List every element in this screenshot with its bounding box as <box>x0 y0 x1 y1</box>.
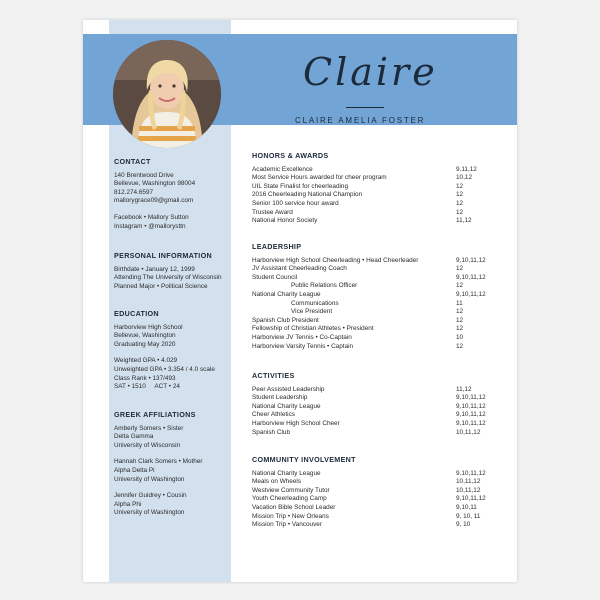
activities-section <box>252 372 502 437</box>
instagram: Instagram • @mallorysttn <box>114 222 186 230</box>
activity-row: Peer Assisted Leadership 11,12 <box>252 385 472 393</box>
education-heading: EDUCATION <box>114 309 159 318</box>
community-row: Meals on Wheels 10,11,12 <box>252 478 481 486</box>
personal-section <box>114 252 232 291</box>
greek-line: Alpha Delta Pi <box>114 466 155 474</box>
phone: 812.274.6597 <box>114 188 154 196</box>
honor-row: 2016 Cheerleading National Champion 12 <box>252 191 464 199</box>
greek-line: Alpha Phi <box>114 500 142 508</box>
greek-line: University of Washington <box>114 509 185 517</box>
community-row: Westview Community Tutor 10,11,12 <box>252 486 481 494</box>
honor-row: National Honor Society 11,12 <box>252 217 472 225</box>
address-line-1: 140 Brentwood Drive <box>114 171 174 179</box>
address-line-2: Bellevue, Washington 98004 <box>114 180 196 188</box>
leadership-row: Harborview High School Cheerleading • Head Cheerleader 9,10,11,12 <box>252 256 486 264</box>
leadership-section <box>252 243 502 351</box>
community-section <box>252 456 502 530</box>
personal-line: Attending The University of Wisconsin <box>114 274 222 282</box>
greek-heading: GREEK AFFILIATIONS <box>114 410 196 419</box>
full-name: CLAIRE AMELIA FOSTER <box>295 116 426 125</box>
activity-row: Cheer Athletics 9,10,11,12 <box>252 411 486 419</box>
leadership-row: Public Relations Officer 12 <box>291 282 464 290</box>
personal-line: Planned Major • Political Science <box>114 282 208 290</box>
leadership-row: Harborview Varsity Tennis • Captain 12 <box>252 342 464 350</box>
honors-heading: HONORS & AWARDS <box>252 151 329 160</box>
contact-heading: CONTACT <box>114 157 151 166</box>
school-line: Graduating May 2020 <box>114 340 176 348</box>
personal-heading: PERSONAL INFORMATION <box>114 251 212 260</box>
honors-section <box>252 152 502 226</box>
stat-line: Unweighted GPA • 3.354 / 4.0 scale <box>114 365 215 373</box>
leadership-row: Communications 11 <box>291 299 463 307</box>
school-line: Bellevue, Washington <box>114 332 176 340</box>
script-name: Claire <box>303 50 438 94</box>
community-row: Youth Cheerleading Camp 9,10,11,12 <box>252 495 486 503</box>
community-row: Mission Trip • New Orleans 9, 10, 11 <box>252 512 481 520</box>
honor-row: Most Service Hours awarded for cheer program 10,12 <box>252 174 472 182</box>
community-heading: COMMUNITY INVOLVEMENT <box>252 455 356 464</box>
activity-row: Harborview High School Cheer 9,10,11,12 <box>252 419 486 427</box>
education-section <box>114 310 232 392</box>
leadership-row: JV Assistant Cheerleading Coach 12 <box>252 265 464 273</box>
activity-row: National Charity League 9,10,11,12 <box>252 402 486 410</box>
greek-line: University of Washington <box>114 475 185 483</box>
leadership-heading: LEADERSHIP <box>252 242 302 251</box>
community-row: Mission Trip • Vancouver 9, 10 <box>252 521 471 529</box>
name-divider <box>346 107 384 108</box>
school-line: Harborview High School <box>114 323 183 331</box>
leadership-row: Spanish Club President 12 <box>252 316 464 324</box>
personal-line: Birthdate • January 12, 1999 <box>114 265 195 273</box>
stat-line: Weighted GPA • 4.029 <box>114 357 178 365</box>
honor-row: Trustee Award 12 <box>252 208 464 216</box>
leadership-row: Student Council 9,10,11,12 <box>252 273 486 281</box>
greek-line: Hannah Clark Somers • Mother <box>114 458 203 466</box>
leadership-row: Harborview JV Tennis • Co-Captain 10 <box>252 333 464 341</box>
email: mallorygrace09@gmail.com <box>114 197 194 205</box>
greek-line: University of Wisconsin <box>114 441 181 449</box>
leadership-row: Fellowship of Christian Athletes • President 12 <box>252 325 464 333</box>
leadership-row: National Charity League 9,10,11,12 <box>252 290 486 298</box>
community-row: National Charity League 9,10,11,12 <box>252 469 486 477</box>
activities-heading: ACTIVITIES <box>252 371 295 380</box>
contact-section <box>114 158 232 231</box>
greek-line: Amberly Somers • Sister <box>114 424 184 432</box>
greek-line: Jennifer Guidrey • Cousin <box>114 492 187 500</box>
honor-row: Academic Excellence 9,11,12 <box>252 165 477 173</box>
honor-row: UIL State Finalist for cheerleading 12 <box>252 182 464 190</box>
honor-row: Senior 100 service hour award 12 <box>252 199 464 207</box>
portrait-image <box>113 40 221 148</box>
leadership-row: Vice President 12 <box>291 308 464 316</box>
activity-row: Student Leadership 9,10,11,12 <box>252 394 486 402</box>
community-row: Vacation Bible School Leader 9,10,11 <box>252 503 477 511</box>
greek-line: Delta Gamma <box>114 433 154 441</box>
stat-line: SAT • 1510 ACT • 24 <box>114 383 180 391</box>
facebook: Facebook • Mallory Sutton <box>114 213 189 221</box>
greek-section <box>114 411 232 518</box>
activity-row: Spanish Club 10,11,12 <box>252 428 481 436</box>
stat-line: Class Rank • 137/493 <box>114 374 176 382</box>
resume-page <box>83 20 517 582</box>
profile-photo <box>113 40 221 148</box>
